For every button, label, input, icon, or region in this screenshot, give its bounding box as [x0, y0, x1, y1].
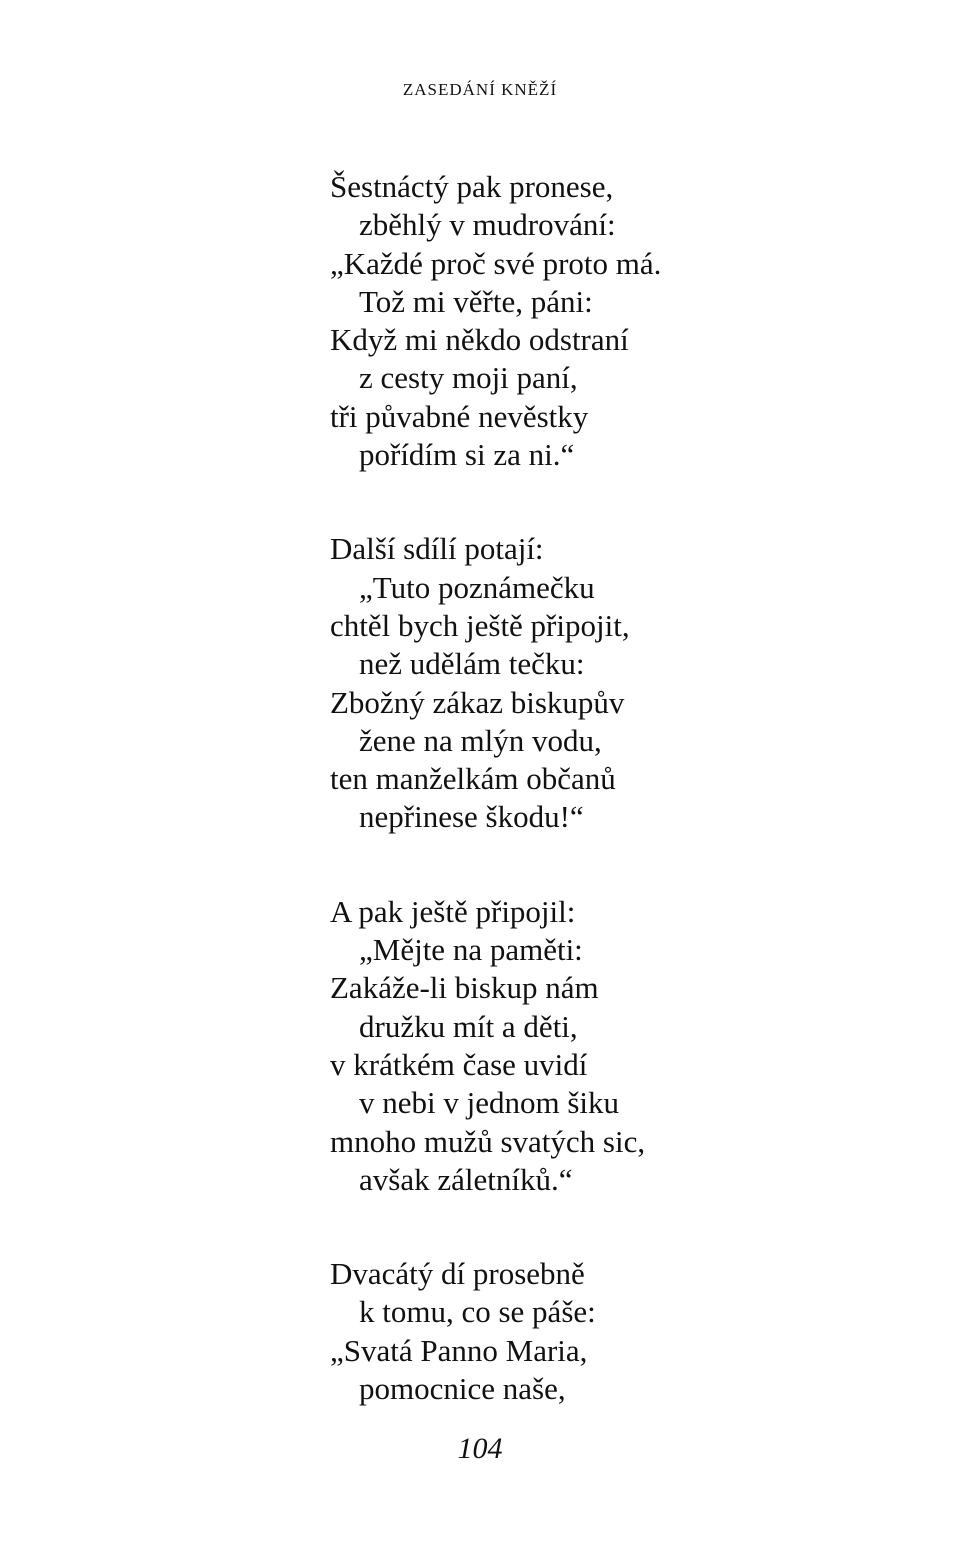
poem-line: nepřinese škodu!“ [359, 799, 584, 835]
stanza-4 [330, 1255, 890, 1408]
poem-line: „Tuto poznámečku [359, 569, 595, 605]
poem-line: avšak záletníků.“ [359, 1161, 573, 1197]
poem-line: žene na mlýn vodu, [359, 722, 602, 758]
poem [330, 168, 890, 1464]
poem-line: v krátkém čase uvidí [330, 1046, 588, 1082]
poem-line: Tož mi věřte, páni: [359, 283, 593, 319]
poem-line: družku mít a děti, [359, 1008, 578, 1044]
poem-line: z cesty moji paní, [359, 360, 578, 396]
poem-line: než udělám tečku: [359, 646, 585, 682]
running-head: ZASEDÁNÍ KNĚŽÍ [402, 80, 558, 99]
stanza-3 [330, 893, 890, 1199]
poem-line: Když mi někdo odstraní [330, 322, 629, 358]
poem-line: v nebi v jednom šiku [359, 1085, 620, 1121]
poem-line: Zakáže-li biskup nám [330, 970, 599, 1006]
poem-line: k tomu, co se páše: [359, 1294, 596, 1330]
poem-line: Šestnáctý pak pronese, [330, 169, 614, 204]
poem-line: A pak ještě připojil: [330, 893, 576, 929]
poem-line: „Každé proč své proto má. [330, 245, 662, 281]
poem-line: tři půvabné nevěstky [330, 398, 589, 434]
poem-line: Další sdílí potají: [330, 531, 544, 567]
poem-line: chtěl bych ještě připojit, [330, 607, 630, 643]
stanza-1 [330, 168, 890, 474]
poem-line: zběhlý v mudrování: [359, 207, 616, 243]
poem-line: Zbožný zákaz biskupův [330, 684, 625, 720]
poem-line: Dvacátý dí prosebně [330, 1256, 585, 1292]
poem-line: pomocnice naše, [359, 1371, 566, 1407]
poem-line: „Mějte na paměti: [359, 932, 583, 968]
page-number: 104 [457, 1432, 503, 1465]
poem-line: ten manželkám občanů [330, 761, 616, 797]
poem-line: „Svatá Panno Maria, [330, 1332, 588, 1368]
stanza-2 [330, 530, 890, 836]
poem-line: mnoho mužů svatých sic, [330, 1123, 646, 1159]
poem-line: pořídím si za ni.“ [359, 437, 575, 473]
